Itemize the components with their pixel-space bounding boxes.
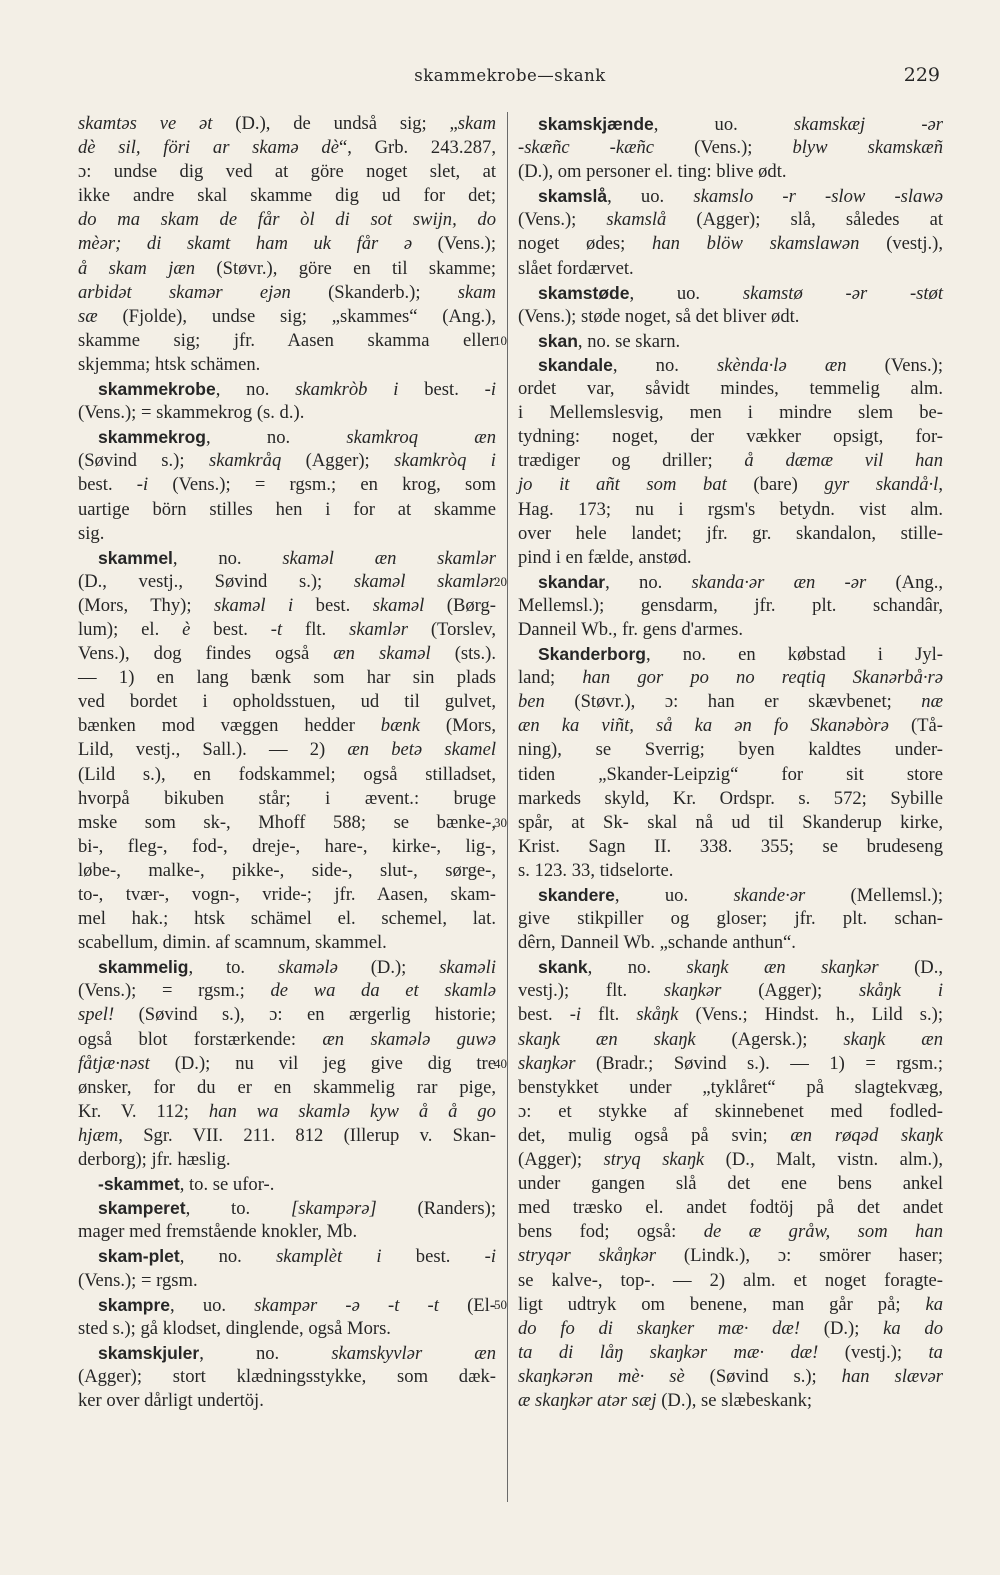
text-line: skamstøde, uo. skamstø -ər -støt (538, 282, 944, 304)
page-number: 229 (903, 64, 940, 86)
text-line: ta di låŋ skaŋkər mæ· dæ! (vestj.); ta (518, 1341, 943, 1363)
text-line: scabellum, dimin. af scamnum, skammel. (78, 932, 387, 954)
text-line: ɔ: undse dig ved at göre noget slet, at (78, 161, 496, 183)
text-line: over hele landet; jfr. gr. skandalon, stille- (518, 522, 943, 544)
text-line: skandar, no. skanda·ər æn -ər (Ang., (538, 571, 943, 593)
text-line: trædiger og driller; å dæmæ vil han (518, 450, 943, 472)
text-line: ved bordet i opholdsstuen, ud til gulvet, (78, 691, 496, 713)
text-line: sæ (Fjolde), undse sig; „skammes“ (Ang.), (78, 305, 496, 327)
text-line: sig. (78, 522, 105, 544)
text-line: lum); el. è best. -t flt. skamlər (Torslev, (78, 618, 496, 640)
text-line: fåtjæ·nəst (D.); nu vil jeg give dig tre (78, 1052, 496, 1074)
left-column (78, 112, 496, 1413)
text-line: dè sil, föri ar skamə dè“, Grb. 243.287, (78, 137, 497, 159)
text-line: s. 123. 33, tidselorte. (518, 859, 674, 881)
text-line: land; han gor po no reqtiq Skanərbå·rə (518, 667, 944, 689)
text-line: (Mors, Thy); skaməl i best. skaməl (Børg- (78, 594, 497, 616)
page-header (80, 62, 940, 90)
text-line: i Mellemslesvig, men i mindre slem be- (518, 402, 943, 424)
text-line: ben (Støvr.), ɔ: han er skævbenet; næ (518, 691, 943, 713)
text-line: Danneil Wb., fr. gens d'armes. (518, 618, 744, 640)
text-line: æn ka viñt, så ka ən fo Skanəbòrə (Tå- (518, 715, 943, 737)
text-line: sted s.); gå klodset, dinglende, også Mors. (78, 1317, 391, 1339)
text-line: -skammet, to. se ufor-. (98, 1174, 275, 1196)
text-line: skampre, uo. skampər -ə -t -t (El- (98, 1294, 497, 1316)
text-line: arbidət skamər ejən (Skanderb.); skam (78, 281, 496, 303)
text-line: skammel, no. skaməl æn skamlər (98, 547, 497, 569)
text-line: benstykket under „tyklåret“ på slagtekvæg, (518, 1076, 943, 1098)
text-line: mèər; di skamt ham uk får ə (Vens.); (78, 233, 497, 255)
text-line: (Vens.); = skammekrog (s. d.). (78, 402, 305, 424)
text-line: (Lild s.), en fodskammel; også stilladset, (78, 763, 496, 785)
right-column (518, 112, 943, 1413)
text-line: (Agger); stryq skaŋk (D., Malt, vistn. alm.), (518, 1149, 943, 1171)
text-line: skammelig, to. skamələ (D.); skaməli (98, 957, 496, 979)
text-line: skamperet, to. [skampərə] (Randers); (98, 1198, 496, 1220)
text-line: tiden „Skander-Leipzig“ for sit store (518, 763, 943, 785)
text-line: med træsko el. andet fodtöj på det andet (518, 1197, 943, 1219)
text-line: ordet var, såvidt mindes, temmelig alm. (518, 378, 943, 400)
text-line: Skanderborg, no. en købstad i Jyl- (538, 644, 943, 666)
text-line: do ma skam de får òl di sot swijn, do (78, 209, 496, 231)
text-line: slået fordærvet. (518, 257, 634, 279)
column-divider (507, 112, 508, 1502)
text-line: (Vens.); = rgsm. (78, 1269, 198, 1291)
line-number: 10 (494, 332, 507, 348)
text-line: give stikpiller og gloser; jfr. plt. schan- (518, 908, 943, 930)
line-number: 30 (494, 814, 507, 830)
text-line: skammekrog, no. skamkroq æn (98, 427, 496, 449)
text-line: noget ødes; han blöw skamslawən (vestj.), (518, 233, 943, 255)
text-line: skandale, no. skènda·lə æn (Vens.); (538, 354, 944, 376)
text-line: det, mulig også på svin; æn røqəd skaŋk (518, 1124, 944, 1146)
text-line: ikke andre skal skamme dig ud for det; (78, 185, 496, 207)
text-line: bænken mod væggen hedder bænk (Mors, (78, 715, 496, 737)
text-line: jo it añt som bat (bare) gyr skandå·l, (518, 474, 943, 496)
text-line: — 1) en lang bænk som har sin plads (78, 667, 496, 689)
text-line: skamslå, uo. skamslo -r -slow -slawə (538, 186, 944, 208)
text-line: skamskjænde, uo. skamskæj -ər (538, 114, 944, 135)
text-line: (D.), om personer el. ting: blive ødt. (518, 161, 787, 183)
text-line: (Vens.); = rgsm.; de wa da et skamlə (78, 980, 496, 1002)
text-line: skammekrobe, no. skamkròb i best. -i (98, 379, 496, 401)
text-line: pind i en fælde, anstød. (518, 546, 692, 568)
text-line: Mellemsl.); gensdarm, jfr. plt. schandâr, (518, 594, 943, 616)
text-line: dêrn, Danneil Wb. „schande anthun“. (518, 932, 796, 954)
text-line: best. -i (Vens.); = rgsm.; en krog, som (78, 474, 496, 496)
text-line: skamtəs ve ət (D.), de undså sig; „skam (78, 113, 496, 134)
text-line: spel! (Søvind s.), ɔ: en ærgerlig historie; (78, 1004, 496, 1026)
text-line: bens fod; også: de æ gråw, som han (518, 1221, 943, 1243)
text-line: mager med fremstående knokler, Mb. (78, 1221, 358, 1243)
text-line: to-, tvær-, vogn-, vride-; jfr. Aasen, skam- (78, 884, 496, 905)
text-line: mske som sk-, Mhoff 588; se bænke-, (78, 811, 496, 833)
text-line: løbe-, malke-, pikke-, side-, slut-, sørge-, (78, 859, 496, 881)
text-line: Kr. V. 112; han wa skamlə kyw å å go (78, 1100, 496, 1122)
text-line: Vens.), dog findes også æn skaməl (sts.). (78, 643, 497, 665)
text-line: (Vens.); skamslå (Agger); slå, således at (518, 209, 944, 231)
text-line: hvorpå bikuben står; i ævent.: bruge (78, 787, 496, 809)
line-number: 40 (494, 1055, 507, 1071)
text-line: -skæñc -kæñc (Vens.); blyw skamskæñ (518, 137, 943, 159)
text-line: uartige börn stilles hen i for at skamme (78, 498, 496, 520)
text-line: Hag. 173; nu i rgsm's betydn. vist alm. (518, 498, 943, 520)
text-line: skaŋkərən mè· sè (Søvind s.); han slævər (518, 1365, 944, 1387)
text-line: også blot forstærkende: æn skamələ guwə (78, 1028, 496, 1050)
text-line: (D., vestj., Søvind s.); skaməl skamlər (78, 570, 496, 592)
text-line: å skam jæn (Støvr.), göre en til skamme; (78, 257, 496, 279)
text-line: ker over dårligt undertöj. (78, 1389, 264, 1411)
text-line: stryqər skåŋkər (Lindk.), ɔ: smörer haser; (518, 1245, 943, 1267)
text-line: hjæm, Sgr. VII. 211. 812 (Illerup v. Skan- (78, 1124, 496, 1146)
running-head: skammekrobe—skank (414, 66, 606, 85)
text-line: vestj.); flt. skaŋkər (Agger); skåŋk i (518, 980, 943, 1002)
text-line: best. -i flt. skåŋk (Vens.; Hindst. h., Lild s.); (518, 1004, 943, 1026)
line-number: 20 (494, 573, 507, 589)
text-line: under gangen slå det ene bens ankel (518, 1173, 943, 1195)
text-line: ligt udtryk om benene, man går på; ka (518, 1293, 943, 1315)
text-line: mel hak.; htsk schämel el. schemel, lat. (78, 908, 496, 930)
text-line: skamskjuler, no. skamskyvlər æn (98, 1342, 496, 1364)
text-line: æ skaŋkər atər sæj (D.), se slæbeskank; (518, 1389, 813, 1411)
text-line: skam-plet, no. skamplèt i best. -i (98, 1246, 496, 1268)
text-line: skjemma; htsk schämen. (78, 353, 261, 375)
text-line: skank, no. skaŋk æn skaŋkər (D., (538, 957, 943, 979)
text-line: (Søvind s.); skamkråq (Agger); skamkròq i (78, 450, 496, 472)
text-line: (Agger); stort klædningsstykke, som dæk- (78, 1365, 496, 1387)
text-line: spår, at Sk- skal nå ud til Skanderup kirke, (518, 811, 943, 833)
text-line: tydning: noget, der vækker opsigt, for- (518, 426, 943, 448)
text-line: derborg); jfr. hæslig. (78, 1149, 231, 1171)
text-line: ønsker, for du er en skammelig rar pige, (78, 1076, 496, 1098)
text-line: ning), se Sverrig; byen kaldtes under- (518, 739, 943, 761)
text-line: Krist. Sagn II. 338. 355; se brudeseng (518, 835, 943, 857)
text-line: skan, no. se skarn. (538, 330, 681, 352)
text-line: skandere, uo. skande·ər (Mellemsl.); (538, 885, 943, 906)
text-line: se kalve-, top-. — 2) alm. et noget foragte- (518, 1269, 943, 1291)
text-line: do fo di skaŋker mæ· dæ! (D.); ka do (518, 1317, 943, 1339)
text-line: skaŋk æn skaŋk (Agersk.); skaŋk æn (518, 1028, 943, 1050)
text-line: markeds skyld, Kr. Ordspr. s. 572; Sybille (518, 787, 943, 809)
text-line: bi-, fleg-, fod-, dreje-, hare-, kirke-, lig-, (78, 835, 496, 857)
text-line: skaŋkər (Bradr.; Søvind s.). — 1) = rgsm.; (518, 1052, 943, 1074)
text-line: skamme sig; jfr. Aasen skamma eller (78, 329, 496, 351)
line-number: 50 (494, 1296, 507, 1312)
text-line: ɔ: et stykke af skinnebenet med fodled- (518, 1100, 943, 1122)
text-line: (Vens.); støde noget, så det bliver ødt. (518, 305, 800, 327)
text-line: Lild, vestj., Sall.). — 2) æn betə skamel (78, 739, 496, 761)
